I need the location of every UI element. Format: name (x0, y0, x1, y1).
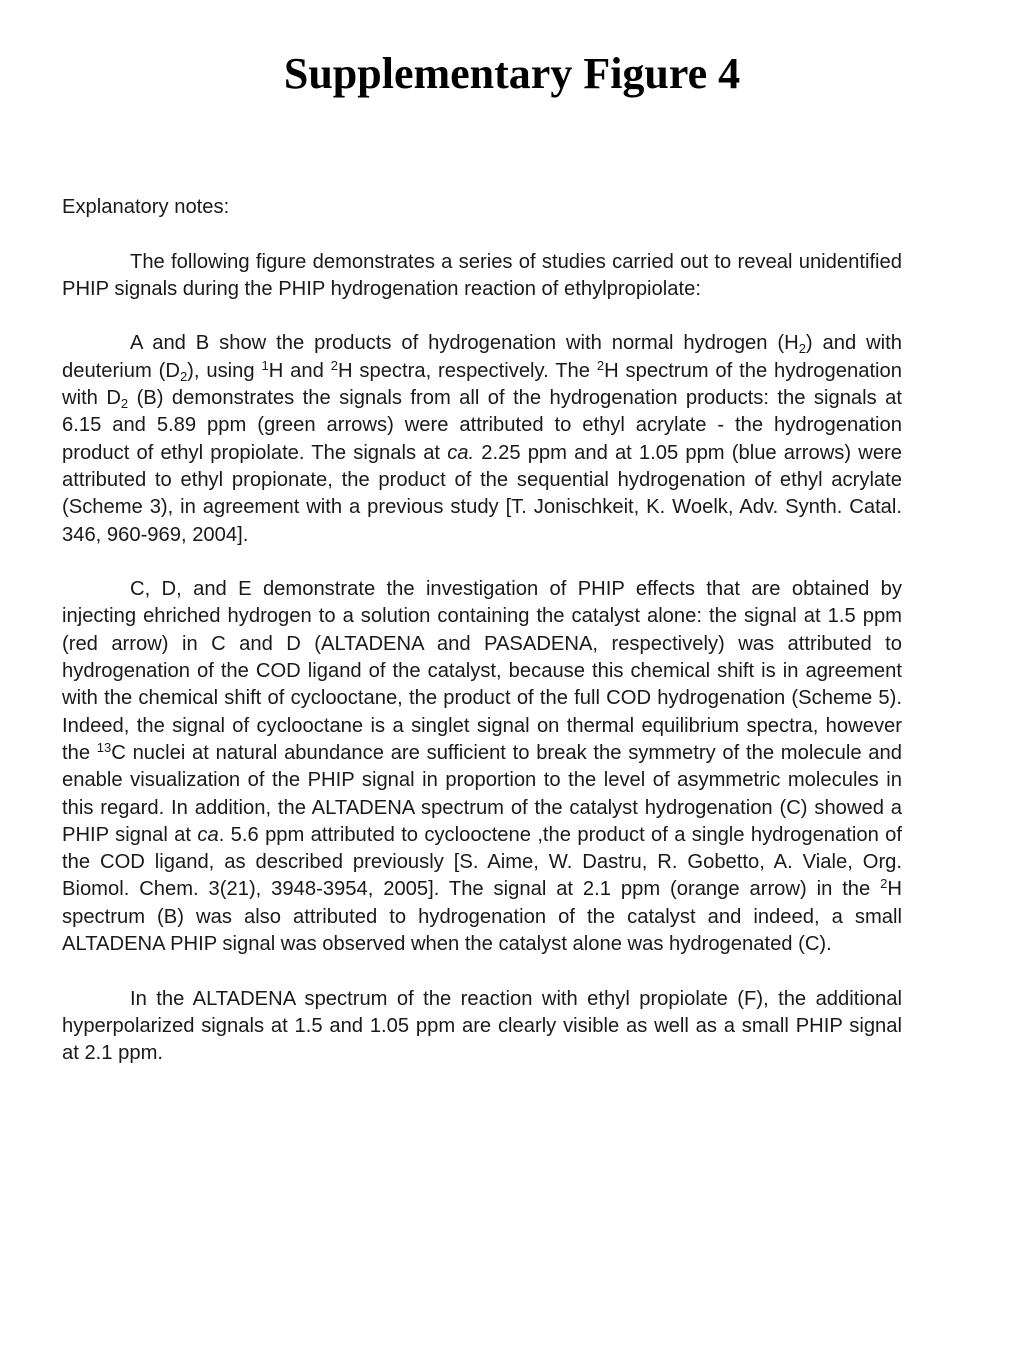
page-title: Supplementary Figure 4 (283, 49, 741, 98)
p2-text-1: A and B show the products of hydrogenation with normal hydrogen (H (130, 332, 799, 355)
paragraph-4 (62, 986, 902, 1068)
p2-superscript-1: 1 (261, 357, 269, 373)
explanatory-notes (62, 194, 902, 1095)
p2-subscript-2: 2 (179, 368, 188, 384)
p3-italic-1: ca (197, 823, 219, 846)
p2-text-4: H and (268, 359, 331, 382)
p2-text-6: H spectrum of the hydrogenation with D (62, 359, 902, 410)
p3-text-4: H spectrum (B) was also attributed to hydrogenation of the catalyst and indeed, a small ALTADENA PHIP signal was observed when the catalyst alone was hydrogenated (C). (62, 878, 902, 956)
paragraph-1-text: The following figure demonstrates a series of studies carried out to reveal unidentified PHIP signals during the PHIP hydrogenation reaction of ethylpropiolate: (62, 250, 902, 300)
paragraph-1 (62, 249, 902, 304)
p2-text-2: ) and with deuterium (D (62, 332, 902, 382)
p2-text-5: H spectra, respectively. The (337, 359, 597, 382)
p3-text-3: . 5.6 ppm attributed to cyclooctene ,the product of a single hydrogenation of the COD ligand, as described previously [S. Aime, W. Dastru, R. Gobetto, A. Viale, Org. Biomol. Chem. 3(21), 3948-3954, 2005]. The signal at 2.1 ppm (orange arrow) in the (62, 823, 902, 901)
p2-subscript-1: 2 (798, 341, 806, 357)
p2-superscript-2: 2 (330, 357, 338, 373)
p3-text-2: C nuclei at natural abundance are sufficient to break the symmetry of the molecule and enable visualization of the PHIP signal in proportion to the level of asymmetric molecules in this regard. In addition, the ALTADENA spectrum of the catalyst hydrogenation (C) showed a PHIP signal at (62, 741, 902, 846)
p2-subscript-3: 2 (120, 396, 129, 412)
p2-text-3: ), using (187, 359, 262, 382)
p3-superscript-2: 2 (880, 876, 888, 892)
p3-text-1: C, D, and E demonstrate the investigation of PHIP effects that are obtained by injecting ehriched hydrogen to a solution containing the catalyst alone: the signal at 1.5 ppm (red arrow) in C and D (ALTADENA and PASADENA, respectively) was attributed to hydrogenation of the COD ligand of the catalyst, because this chemical shift is in agreement with the chemical shift of cyclooctane, the product of the full COD hydrogenation (Scheme 5). Indeed, the signal of cyclooctane is a singlet signal on thermal equilibrium spectra, however the (62, 578, 902, 764)
p2-text-7: (B) demonstrates the signals from all of the hydrogenation products: the signals at 6.15 and 5.89 ppm (green arrows) were attributed to ethyl acrylate - the hydrogenation product of ethyl propiolate. The signals at (62, 387, 902, 464)
p2-italic-1: ca. (447, 441, 475, 464)
notes-label: Explanatory notes: (62, 196, 230, 218)
paragraph-4-text: In the ALTADENA spectrum of the reaction with ethyl propiolate (F), the additional hyperpolarized signals at 1.5 and 1.05 ppm are clearly visible as well as a small PHIP signal at 2.1 ppm. (62, 987, 902, 1065)
p3-superscript-1: 13 (96, 739, 112, 755)
p2-superscript-3: 2 (596, 357, 605, 373)
paragraph-2 (62, 330, 902, 548)
p2-text-8: 2.25 ppm and at 1.05 ppm (blue arrows) were attributed to ethyl propionate, the product of the sequential hydrogenation of ethyl acrylate (Scheme 3), in agreement with a previous study [T. Jonischkeit, K. Woelk, Adv. Synth. Catal. 346, 960-969, 2004]. (62, 441, 902, 546)
paragraph-3 (62, 576, 902, 958)
